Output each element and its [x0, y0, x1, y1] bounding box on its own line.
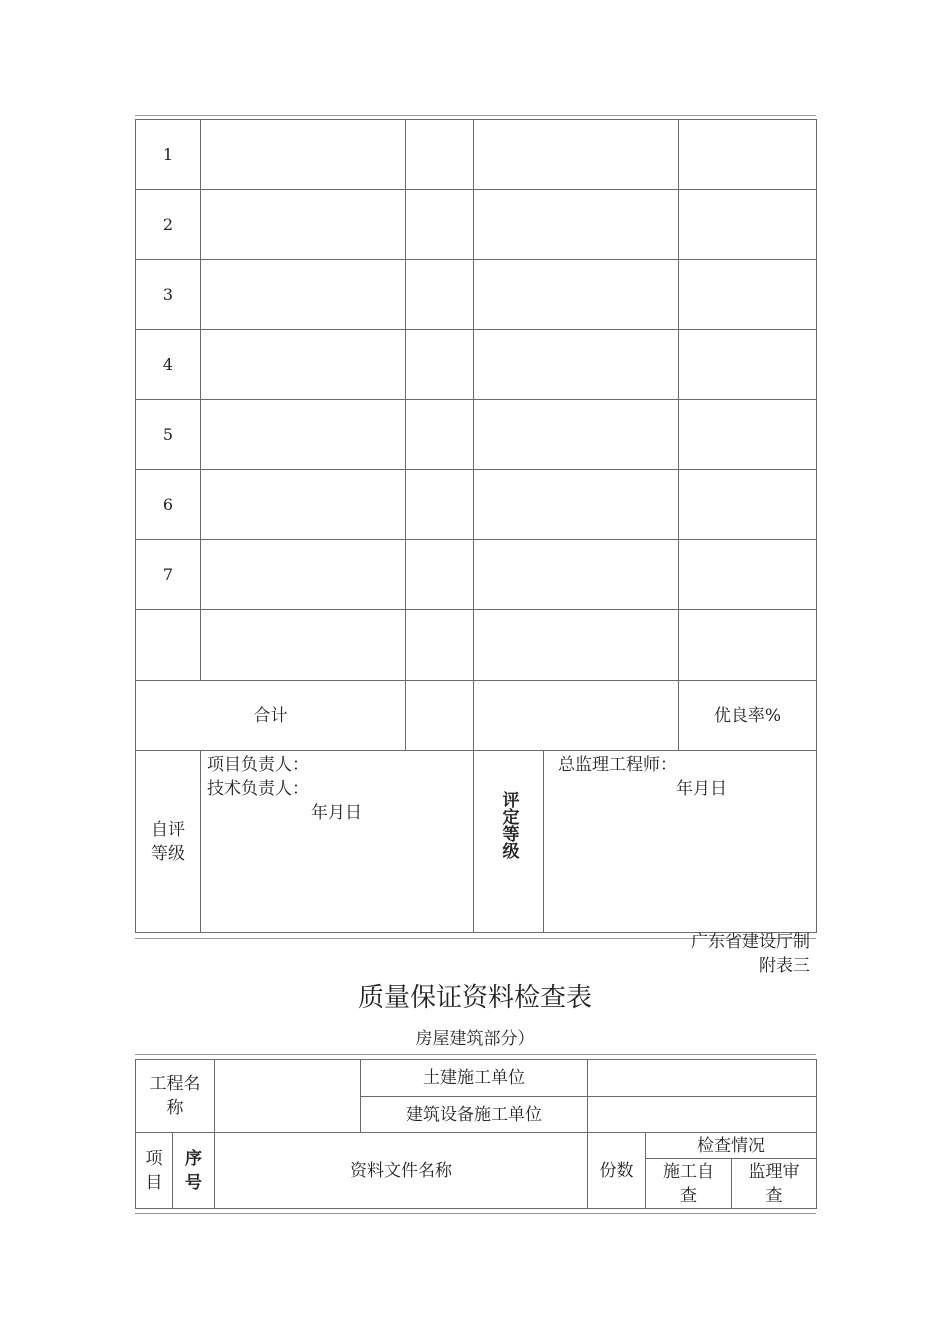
- equipment-unit-label: 建筑设备施工单位: [361, 1097, 588, 1133]
- top-border-line: [135, 115, 816, 116]
- table-row: [136, 470, 817, 540]
- row-number: 5: [136, 400, 201, 470]
- lower-bottom-line: [135, 1213, 816, 1214]
- row-number: 2: [136, 190, 201, 260]
- project-name-label: 工程名 称: [136, 1060, 215, 1133]
- table-row: [136, 540, 817, 610]
- table-row: [136, 330, 817, 400]
- total-row: [136, 681, 817, 751]
- doc-name-header: 资料文件名称: [215, 1133, 588, 1209]
- lower-top-line: [135, 1054, 816, 1055]
- evaluation-summary-table: [135, 119, 817, 933]
- grading-label: 评定等级: [498, 791, 519, 859]
- equipment-unit-value: [588, 1097, 817, 1133]
- supervisor-check-header: 监理审 查: [732, 1159, 817, 1209]
- form-subtitle: 房屋建筑部分）: [415, 1029, 535, 1049]
- copies-header: 份数: [588, 1133, 646, 1209]
- row-number: 6: [136, 470, 201, 540]
- technical-manager-label: 技术负责人：: [207, 779, 309, 799]
- table-row: [136, 190, 817, 260]
- quality-assurance-table: [135, 1059, 817, 1209]
- self-eval-date: 年月日: [311, 803, 362, 823]
- project-manager-label: 项目负责人：: [207, 755, 309, 775]
- grading-date: 年月日: [676, 779, 727, 799]
- table-row: [136, 120, 817, 190]
- total-label: 合计: [136, 681, 406, 751]
- table-row: [136, 400, 817, 470]
- inspection-header: 检查情况: [646, 1133, 817, 1159]
- self-check-header: 施工自 查: [646, 1159, 732, 1209]
- self-eval-label: 自评 等级: [136, 751, 201, 933]
- row-number: 1: [136, 120, 201, 190]
- row-number: 3: [136, 260, 201, 330]
- excellence-rate-label: 优良率%: [679, 681, 817, 751]
- table-row: [136, 260, 817, 330]
- table-row: [136, 610, 817, 681]
- form-title: 质量保证资料检查表: [357, 983, 592, 1013]
- issuer-text: 广东省建设厅制: [691, 932, 810, 952]
- civil-unit-value: [588, 1060, 817, 1097]
- row-number: 7: [136, 540, 201, 610]
- row-number: 4: [136, 330, 201, 400]
- appendix-label: 附表三: [759, 956, 810, 976]
- project-name-value: [215, 1060, 361, 1133]
- chief-supervisor-label: 总监理工程师：: [558, 755, 677, 775]
- row-number: [136, 610, 201, 681]
- civil-unit-label: 土建施工单位: [361, 1060, 588, 1097]
- self-eval-signatures: [201, 751, 474, 933]
- evaluation-row: [136, 751, 817, 933]
- seq-header: 序 号: [173, 1133, 215, 1209]
- item-header: 项 目: [136, 1133, 173, 1209]
